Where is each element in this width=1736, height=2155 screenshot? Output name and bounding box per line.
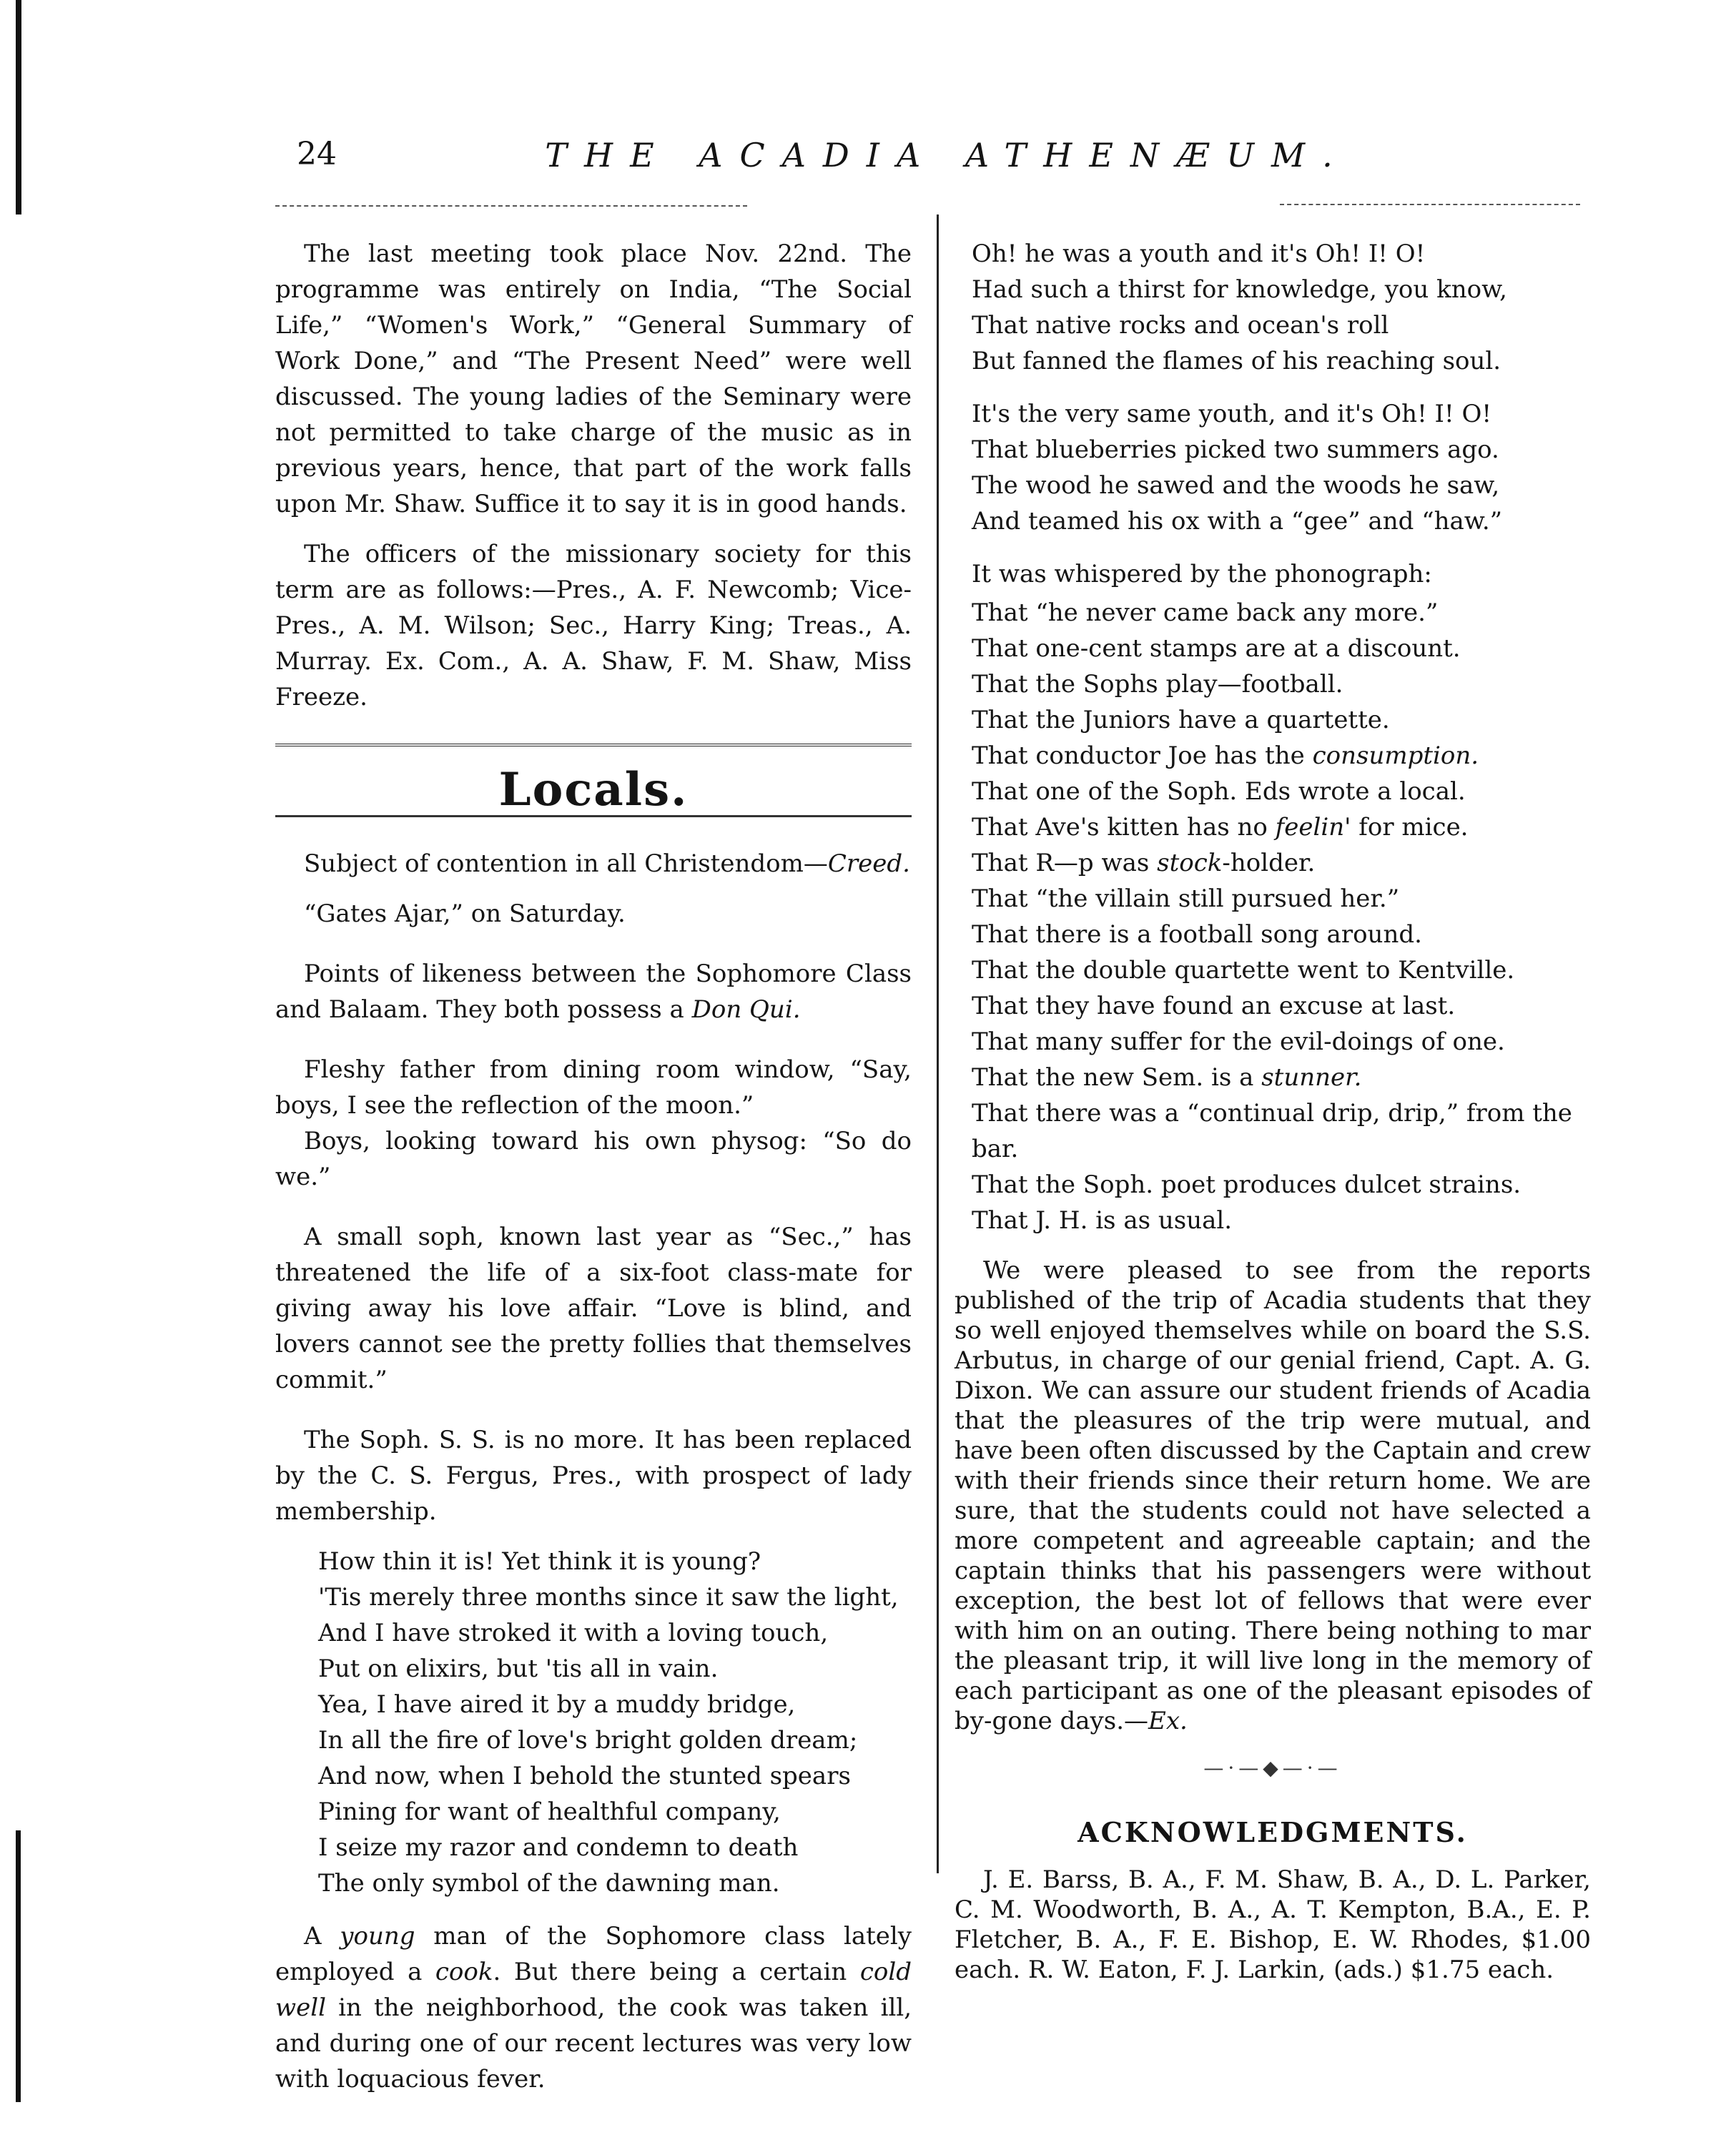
text: That Ave's kitten has no: [972, 813, 1276, 842]
local-item: “Gates Ajar,” on Saturday.: [304, 899, 626, 928]
verse: [955, 236, 1591, 379]
local-item: [275, 1918, 912, 2097]
page-header: [275, 136, 1619, 186]
verse-line: The wood he sawed and the woods he saw,: [972, 471, 1500, 500]
local-item: [275, 846, 912, 882]
verse-line: But fanned the flames of his reaching soul.: [972, 347, 1501, 375]
text: That the new Sem. is a: [972, 1063, 1262, 1092]
poem-line: Put on elixirs, but 'tis all in vain.: [318, 1655, 719, 1683]
local-item: The Soph. S. S. is no more. It has been replaced by the C. S. Fergus, Pres., with prospect of lady membership.: [275, 1426, 912, 1526]
list-item: That many suffer for the evil-doings of one.: [972, 1027, 1505, 1056]
text: man of the Sophomore class lately employed a: [275, 1922, 912, 1986]
header-rule: [275, 205, 747, 207]
verse: [955, 396, 1591, 539]
local-item: Boys, looking toward his own physog: “So do we.”: [275, 1127, 912, 1191]
poem-line: I seize my razor and condemn to death: [318, 1833, 799, 1862]
poem-line: How thin it is! Yet think it is young?: [318, 1547, 761, 1576]
verse-line: Had such a thirst for knowledge, you know,: [972, 275, 1507, 304]
italic-text: young: [340, 1922, 415, 1951]
list-item: That there was a “continual drip, drip,” from the bar.: [972, 1099, 1572, 1163]
text: That conductor Joe has the: [972, 741, 1313, 770]
list-item: That one of the Soph. Eds wrote a local.: [972, 777, 1466, 806]
verse-line: That native rocks and ocean's roll: [972, 311, 1389, 340]
list-item: That “he never came back any more.”: [972, 598, 1439, 627]
poem-line: And I have stroked it with a loving touch,: [318, 1619, 829, 1647]
list-item: That J. H. is as usual.: [972, 1206, 1233, 1235]
page-edge-mark: [16, 0, 21, 214]
left-column: [275, 236, 912, 2111]
list-item: [972, 809, 1591, 845]
poem-line: Yea, I have aired it by a muddy bridge,: [318, 1690, 796, 1719]
paragraph: The officers of the missionary society for this term are as follows:—Pres., A. F. Newcomb; Vice-Pres., A. M. Wilson; Sec., Harry King; Treas., A. Murray. Ex. Com., A. A. Shaw, F. M. Shaw, Miss Freeze.: [275, 540, 912, 711]
local-item: [275, 956, 912, 1027]
list-item: That the Juniors have a quartette.: [972, 706, 1390, 734]
text: . But there being a certain: [493, 1958, 860, 1986]
acknowledgments-title: ACKNOWLEDGMENTS.: [1077, 1816, 1468, 1848]
running-title: THE ACADIA ATHENÆUM.: [545, 136, 1350, 174]
italic-text: cook: [435, 1958, 493, 1986]
italic-text: feelin': [1275, 813, 1351, 842]
section-title: Locals.: [498, 763, 689, 817]
list-item: [972, 1060, 1591, 1095]
local-item: A small soph, known last year as “Sec.,” has threatened the life of a six-foot class-mate for giving away his love affair. “Love is blind, and lovers cannot see the pretty follies that themselves commit.”: [275, 1223, 912, 1394]
poem-line: In all the fire of love's bright golden dream;: [318, 1726, 858, 1755]
text: We were pleased to see from the reports published of the trip of Acadia students that they so well enjoyed themselves while on board the S.S. Arbutus, in charge of our genial friend, Capt. A. G. Dixon. We can assure our student friends of Acadia that the pleasures of the trip were mutual, and have been often discussed by the Captain and crew with their friends since their return home. We are sure, that the students could not have selected a more competent and agreeable captain; and the captain thinks that his passengers were without exception, the best lot of fellows that were ever with him on an outing. There being nothing to mar the pleasant trip, it will live long in the memory of each participant as one of the pleasant episodes of by-gone days.—: [955, 1256, 1591, 1735]
italic-text: consumption.: [1312, 741, 1479, 770]
italic-text: stock: [1157, 849, 1223, 877]
text: in the neighborhood, the cook was taken ill, and during one of our recent lectures was very low with loquacious fever.: [275, 1993, 912, 2094]
right-column: [955, 236, 1591, 1999]
list-item: That the Soph. poet produces dulcet strains.: [972, 1170, 1522, 1199]
text: That R—p was: [972, 849, 1158, 877]
text: for mice.: [1351, 813, 1469, 842]
poem-line: 'Tis merely three months since it saw the light,: [318, 1583, 899, 1612]
text: Points of likeness between the Sophomore Class and Balaam. They both possess a: [275, 960, 912, 1024]
italic-text: Ex.: [1148, 1707, 1188, 1735]
list-item: That one-cent stamps are at a discount.: [972, 634, 1461, 663]
poem-line: Pining for want of healthful company,: [318, 1798, 781, 1826]
list-item: That there is a football song around.: [972, 920, 1422, 949]
italic-text: stunner.: [1261, 1063, 1362, 1092]
phonograph-list: [955, 556, 1591, 1238]
local-item: Fleshy father from dining room window, “Say, boys, I see the reflection of the moon.”: [275, 1055, 912, 1120]
italic-text: cold well: [275, 1958, 912, 2022]
list-item: [972, 738, 1591, 774]
verse-line: Oh! he was a youth and it's Oh! I! O!: [972, 240, 1426, 268]
page-edge-mark: [16, 1830, 21, 2102]
list-item: That the double quartette went to Kentville.: [972, 956, 1515, 985]
list-item: That “the villain still pursued her.”: [972, 884, 1400, 913]
text: -holder.: [1222, 849, 1316, 877]
paragraph: [955, 1256, 1591, 1736]
acknowledgments-text: J. E. Barss, B. A., F. M. Shaw, B. A., D. L. Parker, C. M. Woodworth, B. A., A. T. Kempton, B.A., E. P. Fletcher, B. A., F. E. Bishop, E. W. Rhodes, $1.00 each. R. W. Eaton, F. J. Larkin, (ads.) $1.75 each.: [955, 1865, 1591, 1984]
verse-line: And teamed his ox with a “gee” and “haw.”: [972, 507, 1503, 536]
header-rule: [1280, 204, 1580, 205]
section-rule: [275, 744, 912, 751]
poem-line: The only symbol of the dawning man.: [318, 1869, 780, 1898]
italic-text: Don Qui.: [691, 995, 801, 1024]
ornament-divider: —·—◆—·—: [1203, 1756, 1342, 1780]
text: Subject of contention in all Christendom—: [304, 849, 828, 878]
poem: [275, 1544, 912, 1901]
page-number: 24: [297, 136, 337, 172]
list-item: [972, 845, 1591, 881]
verse-line: That blueberries picked two summers ago.: [972, 435, 1499, 464]
list-item: That the Sophs play—football.: [972, 670, 1343, 699]
list-item: It was whispered by the phonograph:: [972, 560, 1432, 588]
verse-line: It's the very same youth, and it's Oh! I! O!: [972, 400, 1491, 428]
italic-text: Creed.: [827, 849, 910, 878]
list-item: That they have found an excuse at last.: [972, 992, 1456, 1020]
text: A: [304, 1922, 340, 1951]
paragraph: The last meeting took place Nov. 22nd. The programme was entirely on India, “The Social Life,” “Women's Work,” “General Summary of Work Done,” and “The Present Need” were well discussed. The young ladies of the Seminary were not permitted to take charge of the music as in previous years, hence, that part of the work falls upon Mr. Shaw. Suffice it to say it is in good hands.: [275, 240, 912, 518]
poem-line: And now, when I behold the stunted spears: [318, 1762, 851, 1790]
column-divider: [937, 214, 939, 1873]
